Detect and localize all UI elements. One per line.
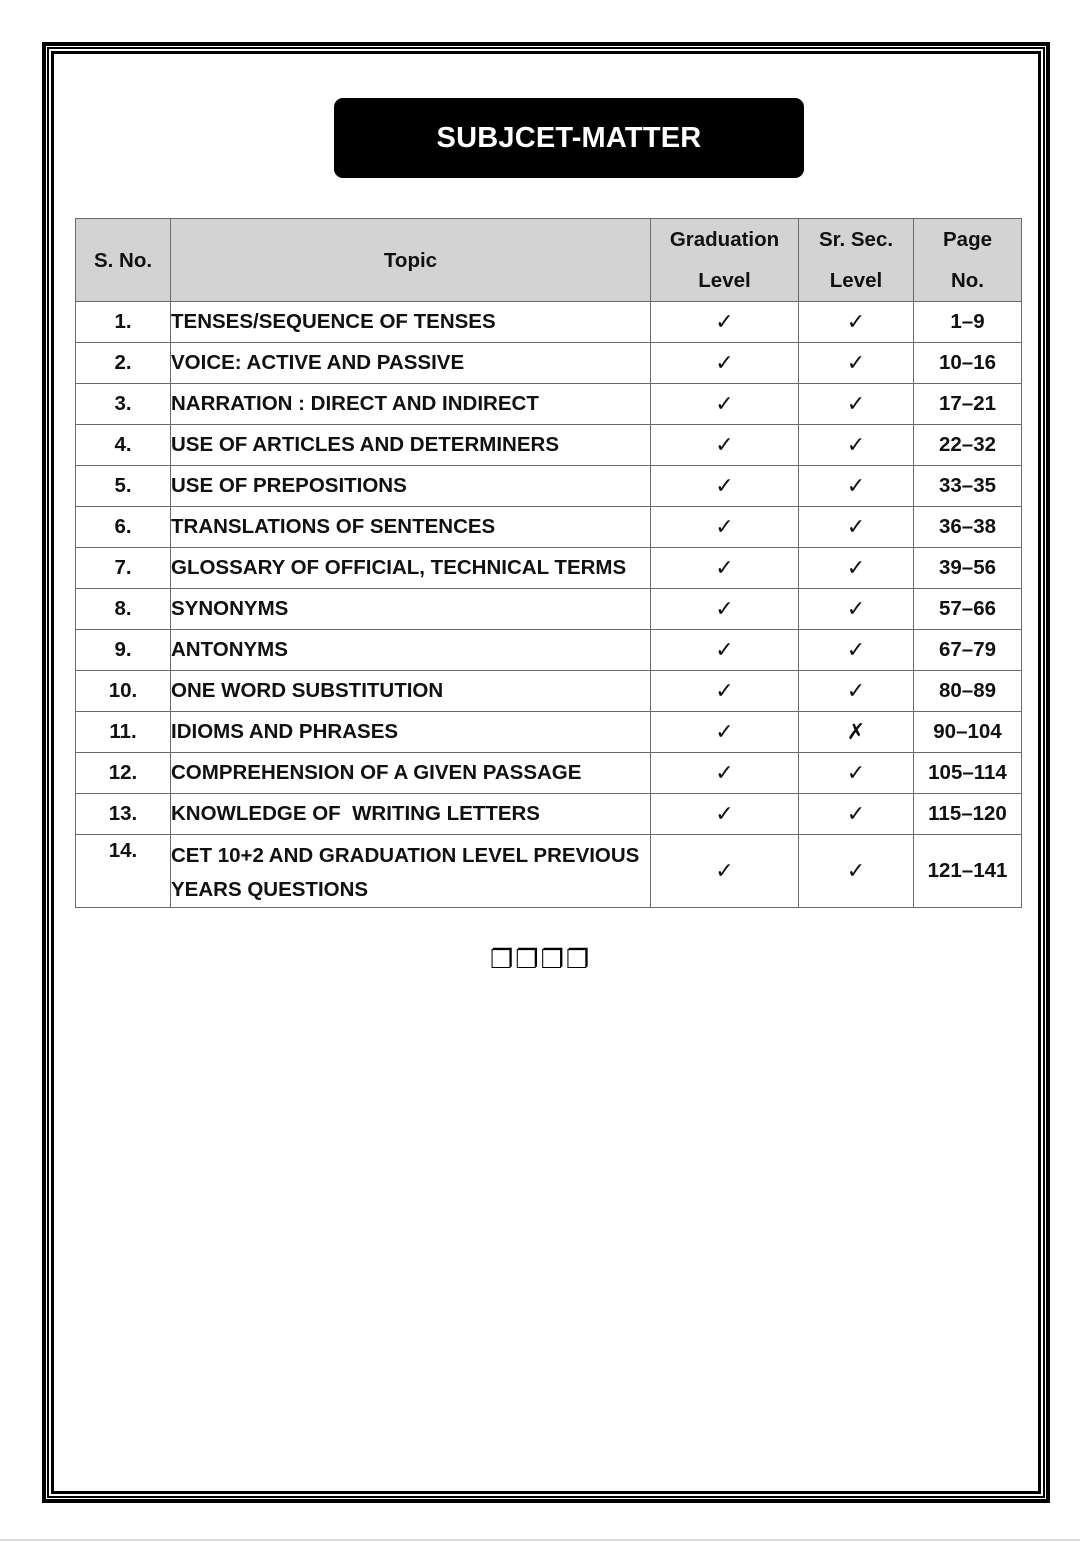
graduation-check-icon: ✓ bbox=[651, 589, 799, 630]
row-sno: 4. bbox=[76, 425, 171, 466]
sr-sec-check-icon: ✓ bbox=[799, 589, 914, 630]
graduation-check-icon: ✓ bbox=[651, 384, 799, 425]
row-sno: 12. bbox=[76, 753, 171, 794]
page-title bbox=[334, 98, 804, 178]
graduation-check-icon: ✓ bbox=[651, 466, 799, 507]
sr-sec-cross-icon: ✗ bbox=[799, 712, 914, 753]
table-row bbox=[76, 548, 1022, 589]
row-topic: VOICE: ACTIVE AND PASSIVE bbox=[171, 343, 651, 384]
header-sr-sec-level bbox=[799, 219, 914, 302]
row-sno: 10. bbox=[76, 671, 171, 712]
row-sno: 5. bbox=[76, 466, 171, 507]
row-page: 36–38 bbox=[914, 507, 1022, 548]
page-title-text: SUBJCET-MATTER bbox=[436, 121, 702, 154]
graduation-check-icon: ✓ bbox=[651, 548, 799, 589]
row-page: 57–66 bbox=[914, 589, 1022, 630]
graduation-check-icon: ✓ bbox=[651, 630, 799, 671]
sr-sec-check-icon: ✓ bbox=[799, 794, 914, 835]
header-page-line2: No. bbox=[950, 269, 985, 292]
sr-sec-check-icon: ✓ bbox=[799, 507, 914, 548]
header-sno: S. No. bbox=[76, 219, 171, 302]
row-page: 17–21 bbox=[914, 384, 1022, 425]
row-topic: TENSES/SEQUENCE OF TENSES bbox=[171, 302, 651, 343]
row-page: 39–56 bbox=[914, 548, 1022, 589]
row-topic bbox=[171, 835, 651, 908]
row-page: 1–9 bbox=[914, 302, 1022, 343]
table-row bbox=[76, 589, 1022, 630]
row-topic: NARRATION : DIRECT AND INDIRECT bbox=[171, 384, 651, 425]
row-topic: COMPREHENSION OF A GIVEN PASSAGE bbox=[171, 753, 651, 794]
page-bottom-edge bbox=[0, 1539, 1080, 1541]
row-sno: 1. bbox=[76, 302, 171, 343]
table-row bbox=[76, 384, 1022, 425]
sr-sec-check-icon: ✓ bbox=[799, 384, 914, 425]
header-topic: Topic bbox=[171, 219, 651, 302]
table-row bbox=[76, 466, 1022, 507]
row-page: 67–79 bbox=[914, 630, 1022, 671]
row-topic: ONE WORD SUBSTITUTION bbox=[171, 671, 651, 712]
row-topic: KNOWLEDGE OF WRITING LETTERS bbox=[171, 794, 651, 835]
table-row bbox=[76, 753, 1022, 794]
sr-sec-check-icon: ✓ bbox=[799, 671, 914, 712]
table-header-row bbox=[76, 219, 1022, 302]
graduation-check-icon: ✓ bbox=[651, 302, 799, 343]
row-page: 80–89 bbox=[914, 671, 1022, 712]
graduation-check-icon: ✓ bbox=[651, 753, 799, 794]
table-row bbox=[76, 507, 1022, 548]
header-graduation-level bbox=[651, 219, 799, 302]
contents-table bbox=[75, 218, 1022, 908]
table-row bbox=[76, 343, 1022, 384]
sr-sec-check-icon: ✓ bbox=[799, 753, 914, 794]
graduation-check-icon: ✓ bbox=[651, 671, 799, 712]
row-page: 90–104 bbox=[914, 712, 1022, 753]
row-page: 10–16 bbox=[914, 343, 1022, 384]
header-graduation-line1: Graduation bbox=[669, 228, 780, 251]
graduation-check-icon: ✓ bbox=[651, 343, 799, 384]
table-row bbox=[76, 712, 1022, 753]
graduation-check-icon: ✓ bbox=[651, 507, 799, 548]
row-page: 105–114 bbox=[914, 753, 1022, 794]
sr-sec-check-icon: ✓ bbox=[799, 835, 914, 908]
sr-sec-check-icon: ✓ bbox=[799, 548, 914, 589]
row-topic: GLOSSARY OF OFFICIAL, TECHNICAL TERMS bbox=[171, 548, 651, 589]
sr-sec-check-icon: ✓ bbox=[799, 466, 914, 507]
sr-sec-check-icon: ✓ bbox=[799, 302, 914, 343]
sr-sec-check-icon: ✓ bbox=[799, 425, 914, 466]
row-topic-line1: CET 10+2 AND GRADUATION LEVEL PREVIOUS bbox=[171, 844, 640, 867]
row-page: 33–35 bbox=[914, 466, 1022, 507]
graduation-check-icon: ✓ bbox=[651, 835, 799, 908]
row-topic: USE OF PREPOSITIONS bbox=[171, 466, 651, 507]
table-row bbox=[76, 302, 1022, 343]
row-sno: 9. bbox=[76, 630, 171, 671]
row-topic: ANTONYMS bbox=[171, 630, 651, 671]
header-graduation-line2: Level bbox=[698, 269, 751, 292]
header-sr-sec-line1: Sr. Sec. bbox=[818, 228, 894, 251]
row-topic-line2: YEARS QUESTIONS bbox=[171, 878, 369, 901]
row-page: 115–120 bbox=[914, 794, 1022, 835]
table-row bbox=[76, 671, 1022, 712]
header-sr-sec-line2: Level bbox=[829, 269, 883, 292]
row-sno: 13. bbox=[76, 794, 171, 835]
table-row bbox=[76, 630, 1022, 671]
graduation-check-icon: ✓ bbox=[651, 712, 799, 753]
row-topic: TRANSLATIONS OF SENTENCES bbox=[171, 507, 651, 548]
header-page-no bbox=[914, 219, 1022, 302]
row-sno: 11. bbox=[76, 712, 171, 753]
row-page: 121–141 bbox=[914, 835, 1022, 908]
row-topic: SYNONYMS bbox=[171, 589, 651, 630]
row-sno: 2. bbox=[76, 343, 171, 384]
graduation-check-icon: ✓ bbox=[651, 425, 799, 466]
row-sno: 14. bbox=[76, 835, 171, 908]
table-row bbox=[76, 425, 1022, 466]
sr-sec-check-icon: ✓ bbox=[799, 630, 914, 671]
row-sno: 7. bbox=[76, 548, 171, 589]
sr-sec-check-icon: ✓ bbox=[799, 343, 914, 384]
table-row bbox=[76, 835, 1022, 908]
graduation-check-icon: ✓ bbox=[651, 794, 799, 835]
row-sno: 3. bbox=[76, 384, 171, 425]
end-of-section-squares-icon: ❐❐❐❐ bbox=[490, 945, 592, 975]
row-sno: 8. bbox=[76, 589, 171, 630]
row-sno: 6. bbox=[76, 507, 171, 548]
row-topic: IDIOMS AND PHRASES bbox=[171, 712, 651, 753]
header-page-line1: Page bbox=[943, 228, 992, 251]
row-topic: USE OF ARTICLES AND DETERMINERS bbox=[171, 425, 651, 466]
row-page: 22–32 bbox=[914, 425, 1022, 466]
table-row bbox=[76, 794, 1022, 835]
